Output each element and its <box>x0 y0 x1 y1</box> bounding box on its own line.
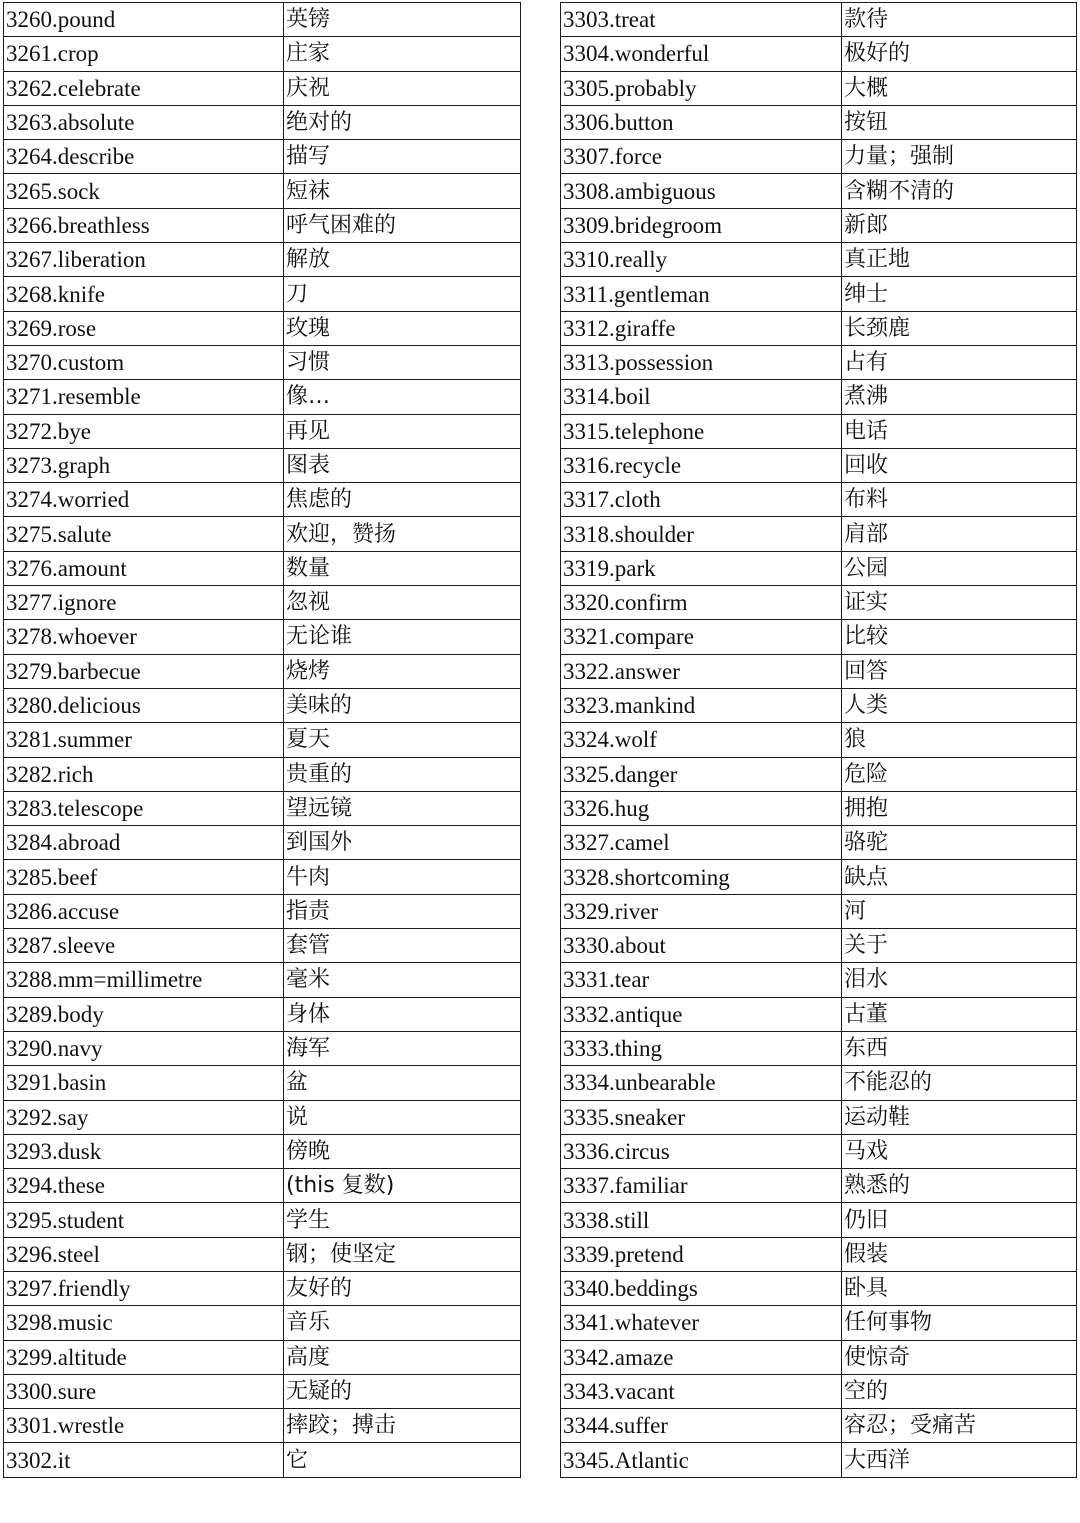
vocab-meaning: 电话 <box>842 414 1077 448</box>
vocab-word: 3266.breathless <box>4 208 284 242</box>
vocab-word: 3320.confirm <box>561 586 842 620</box>
vocab-row <box>4 929 521 963</box>
vocab-word: 3304.wonderful <box>561 37 842 71</box>
vocab-row <box>4 654 521 688</box>
vocab-word: 3260.pound <box>4 3 284 37</box>
vocab-row <box>561 71 1077 105</box>
vocab-word: 3298.music <box>4 1306 284 1340</box>
vocab-row <box>561 860 1077 894</box>
vocab-word: 3275.salute <box>4 517 284 551</box>
vocab-word: 3338.still <box>561 1203 842 1237</box>
vocab-word: 3264.describe <box>4 140 284 174</box>
vocab-word: 3287.sleeve <box>4 929 284 963</box>
vocab-meaning: 新郎 <box>842 208 1077 242</box>
vocab-row <box>561 414 1077 448</box>
vocab-meaning: 无论谁 <box>284 620 521 654</box>
vocab-meaning: 任何事物 <box>842 1306 1077 1340</box>
vocab-word: 3265.sock <box>4 174 284 208</box>
vocab-row <box>561 1374 1077 1408</box>
vocab-meaning: 它 <box>284 1443 521 1477</box>
vocab-row <box>4 1443 521 1477</box>
vocab-meaning: 烧烤 <box>284 654 521 688</box>
vocab-word: 3345.Atlantic <box>561 1443 842 1477</box>
vocab-row <box>4 860 521 894</box>
vocab-meaning: 大西洋 <box>842 1443 1077 1477</box>
vocab-meaning: 熟悉的 <box>842 1169 1077 1203</box>
vocab-row <box>4 1271 521 1305</box>
vocab-row <box>561 620 1077 654</box>
vocab-row <box>561 517 1077 551</box>
vocab-word: 3283.telescope <box>4 791 284 825</box>
vocab-row <box>561 1306 1077 1340</box>
vocab-meaning: 长颈鹿 <box>842 311 1077 345</box>
vocab-row <box>561 1271 1077 1305</box>
vocab-meaning: 美味的 <box>284 688 521 722</box>
vocab-row <box>561 1443 1077 1477</box>
vocab-word: 3291.basin <box>4 1066 284 1100</box>
vocab-meaning: 毫米 <box>284 963 521 997</box>
vocab-word: 3315.telephone <box>561 414 842 448</box>
vocab-word: 3274.worried <box>4 483 284 517</box>
vocab-meaning: 解放 <box>284 243 521 277</box>
vocab-meaning: 说 <box>284 1100 521 1134</box>
vocab-row <box>4 517 521 551</box>
vocab-row <box>4 1374 521 1408</box>
vocab-row <box>4 1340 521 1374</box>
vocab-row <box>4 1306 521 1340</box>
vocab-row <box>561 1203 1077 1237</box>
vocab-word: 3333.thing <box>561 1031 842 1065</box>
vocab-word: 3284.abroad <box>4 826 284 860</box>
vocab-word: 3308.ambiguous <box>561 174 842 208</box>
vocab-word: 3278.whoever <box>4 620 284 654</box>
vocab-row <box>561 1134 1077 1168</box>
vocab-meaning: 习惯 <box>284 345 521 379</box>
vocab-meaning: 含糊不清的 <box>842 174 1077 208</box>
vocab-meaning: 回答 <box>842 654 1077 688</box>
vocab-word: 3272.bye <box>4 414 284 448</box>
vocab-word: 3334.unbearable <box>561 1066 842 1100</box>
vocab-word: 3279.barbecue <box>4 654 284 688</box>
vocab-row <box>4 894 521 928</box>
vocab-row <box>4 3 521 37</box>
vocab-row <box>561 1340 1077 1374</box>
vocab-row <box>4 208 521 242</box>
vocab-row <box>561 551 1077 585</box>
vocab-row <box>4 448 521 482</box>
vocab-word: 3271.resemble <box>4 380 284 414</box>
vocab-row <box>561 208 1077 242</box>
vocab-word: 3344.suffer <box>561 1409 842 1443</box>
vocab-word: 3290.navy <box>4 1031 284 1065</box>
vocab-meaning: 忽视 <box>284 586 521 620</box>
vocab-word: 3269.rose <box>4 311 284 345</box>
vocab-row <box>4 723 521 757</box>
vocab-row <box>561 997 1077 1031</box>
vocab-meaning: 玫瑰 <box>284 311 521 345</box>
vocab-row <box>4 1169 521 1203</box>
vocab-meaning: 布料 <box>842 483 1077 517</box>
vocab-row <box>561 586 1077 620</box>
vocab-meaning: 大概 <box>842 71 1077 105</box>
vocab-row <box>561 791 1077 825</box>
vocab-row <box>4 791 521 825</box>
vocab-row <box>4 1100 521 1134</box>
vocab-row <box>4 826 521 860</box>
vocab-meaning: 贵重的 <box>284 757 521 791</box>
vocab-word: 3318.shoulder <box>561 517 842 551</box>
vocab-row <box>561 688 1077 722</box>
vocab-word: 3337.familiar <box>561 1169 842 1203</box>
vocab-meaning: 再见 <box>284 414 521 448</box>
vocab-word: 3311.gentleman <box>561 277 842 311</box>
vocab-row <box>561 723 1077 757</box>
vocab-word: 3296.steel <box>4 1237 284 1271</box>
vocab-word: 3323.mankind <box>561 688 842 722</box>
vocab-meaning: 高度 <box>284 1340 521 1374</box>
vocab-row <box>561 380 1077 414</box>
vocab-word: 3263.absolute <box>4 105 284 139</box>
vocab-word: 3307.force <box>561 140 842 174</box>
vocab-meaning: 牛肉 <box>284 860 521 894</box>
vocab-word: 3276.amount <box>4 551 284 585</box>
vocab-word: 3327.camel <box>561 826 842 860</box>
vocab-meaning: 回收 <box>842 448 1077 482</box>
vocab-word: 3310.really <box>561 243 842 277</box>
vocab-meaning: (this 复数) <box>284 1169 521 1203</box>
vocab-row <box>561 894 1077 928</box>
vocab-meaning: 庄家 <box>284 37 521 71</box>
vocab-word: 3314.boil <box>561 380 842 414</box>
vocab-meaning: 望远镜 <box>284 791 521 825</box>
vocab-meaning: 呼气困难的 <box>284 208 521 242</box>
vocab-word: 3288.mm=millimetre <box>4 963 284 997</box>
vocab-word: 3336.circus <box>561 1134 842 1168</box>
vocab-meaning: 真正地 <box>842 243 1077 277</box>
vocab-row <box>4 311 521 345</box>
vocab-word: 3295.student <box>4 1203 284 1237</box>
vocab-word: 3335.sneaker <box>561 1100 842 1134</box>
vocab-word: 3317.cloth <box>561 483 842 517</box>
vocab-word: 3280.delicious <box>4 688 284 722</box>
vocab-word: 3343.vacant <box>561 1374 842 1408</box>
vocab-meaning: 款待 <box>842 3 1077 37</box>
vocab-word: 3292.say <box>4 1100 284 1134</box>
vocab-meaning: 指责 <box>284 894 521 928</box>
vocab-row <box>561 174 1077 208</box>
vocab-word: 3322.answer <box>561 654 842 688</box>
vocab-meaning: 焦虑的 <box>284 483 521 517</box>
vocab-meaning: 音乐 <box>284 1306 521 1340</box>
vocab-row <box>561 311 1077 345</box>
vocab-meaning: 无疑的 <box>284 1374 521 1408</box>
vocab-word: 3270.custom <box>4 345 284 379</box>
vocab-word: 3332.antique <box>561 997 842 1031</box>
vocab-word: 3328.shortcoming <box>561 860 842 894</box>
vocab-meaning: 河 <box>842 894 1077 928</box>
vocab-meaning: 比较 <box>842 620 1077 654</box>
vocab-word: 3341.whatever <box>561 1306 842 1340</box>
vocab-meaning: 身体 <box>284 997 521 1031</box>
vocab-word: 3306.button <box>561 105 842 139</box>
vocab-row <box>561 1031 1077 1065</box>
vocab-word: 3277.ignore <box>4 586 284 620</box>
vocab-meaning: 庆祝 <box>284 71 521 105</box>
vocab-meaning: 关于 <box>842 929 1077 963</box>
vocab-word: 3331.tear <box>561 963 842 997</box>
vocab-word: 3302.it <box>4 1443 284 1477</box>
vocab-meaning: 危险 <box>842 757 1077 791</box>
vocab-meaning: 骆驼 <box>842 826 1077 860</box>
vocab-row <box>4 997 521 1031</box>
vocab-word: 3305.probably <box>561 71 842 105</box>
vocab-meaning: 空的 <box>842 1374 1077 1408</box>
vocab-word: 3273.graph <box>4 448 284 482</box>
vocab-meaning: 傍晚 <box>284 1134 521 1168</box>
vocab-meaning: 到国外 <box>284 826 521 860</box>
vocab-table-right <box>560 2 1077 1478</box>
vocab-row <box>561 1169 1077 1203</box>
vocab-row <box>561 483 1077 517</box>
vocab-meaning: 缺点 <box>842 860 1077 894</box>
vocab-meaning: 公园 <box>842 551 1077 585</box>
vocab-row <box>4 1237 521 1271</box>
vocab-word: 3300.sure <box>4 1374 284 1408</box>
vocab-meaning: 煮沸 <box>842 380 1077 414</box>
vocab-meaning: 像… <box>284 380 521 414</box>
vocab-meaning: 东西 <box>842 1031 1077 1065</box>
vocab-word: 3330.about <box>561 929 842 963</box>
vocab-meaning: 钢；使坚定 <box>284 1237 521 1271</box>
vocab-meaning: 马戏 <box>842 1134 1077 1168</box>
vocab-meaning: 欢迎，赞扬 <box>284 517 521 551</box>
vocab-row <box>561 1409 1077 1443</box>
vocab-row <box>561 1100 1077 1134</box>
vocab-word: 3282.rich <box>4 757 284 791</box>
vocab-word: 3289.body <box>4 997 284 1031</box>
vocab-meaning: 假装 <box>842 1237 1077 1271</box>
vocab-meaning: 友好的 <box>284 1271 521 1305</box>
vocab-row <box>4 37 521 71</box>
vocab-row <box>561 929 1077 963</box>
vocab-row <box>4 1203 521 1237</box>
vocab-meaning: 学生 <box>284 1203 521 1237</box>
vocab-meaning: 肩部 <box>842 517 1077 551</box>
vocab-meaning: 绅士 <box>842 277 1077 311</box>
vocab-row <box>561 3 1077 37</box>
vocab-meaning: 占有 <box>842 345 1077 379</box>
vocab-word: 3326.hug <box>561 791 842 825</box>
vocab-word: 3286.accuse <box>4 894 284 928</box>
vocab-row <box>561 963 1077 997</box>
vocab-meaning: 仍旧 <box>842 1203 1077 1237</box>
vocab-meaning: 泪水 <box>842 963 1077 997</box>
vocab-meaning: 使惊奇 <box>842 1340 1077 1374</box>
vocab-meaning: 摔跤；搏击 <box>284 1409 521 1443</box>
vocab-word: 3325.danger <box>561 757 842 791</box>
vocab-meaning: 证实 <box>842 586 1077 620</box>
vocab-row <box>4 1066 521 1100</box>
vocab-row <box>561 37 1077 71</box>
vocab-row <box>4 140 521 174</box>
vocab-word: 3293.dusk <box>4 1134 284 1168</box>
vocab-word: 3285.beef <box>4 860 284 894</box>
vocab-row <box>4 1134 521 1168</box>
vocab-row <box>4 688 521 722</box>
vocab-row <box>4 380 521 414</box>
vocab-meaning: 绝对的 <box>284 105 521 139</box>
vocab-meaning: 短袜 <box>284 174 521 208</box>
vocab-meaning: 力量；强制 <box>842 140 1077 174</box>
vocab-meaning: 英镑 <box>284 3 521 37</box>
vocab-row <box>561 757 1077 791</box>
vocab-row <box>4 1409 521 1443</box>
vocab-row <box>4 483 521 517</box>
vocab-meaning: 刀 <box>284 277 521 311</box>
vocab-meaning: 古董 <box>842 997 1077 1031</box>
vocab-row <box>561 654 1077 688</box>
vocab-row <box>4 1031 521 1065</box>
vocab-row <box>561 345 1077 379</box>
vocab-row <box>4 551 521 585</box>
vocab-row <box>561 243 1077 277</box>
vocab-row <box>561 826 1077 860</box>
vocab-row <box>561 105 1077 139</box>
vocab-row <box>4 345 521 379</box>
vocab-row <box>561 277 1077 311</box>
vocab-meaning: 运动鞋 <box>842 1100 1077 1134</box>
vocab-row <box>561 448 1077 482</box>
vocab-meaning: 海军 <box>284 1031 521 1065</box>
vocab-row <box>4 71 521 105</box>
vocab-row <box>561 1066 1077 1100</box>
vocab-word: 3299.altitude <box>4 1340 284 1374</box>
vocab-word: 3294.these <box>4 1169 284 1203</box>
vocab-word: 3303.treat <box>561 3 842 37</box>
vocab-word: 3324.wolf <box>561 723 842 757</box>
vocab-word: 3309.bridegroom <box>561 208 842 242</box>
vocab-row <box>561 1237 1077 1271</box>
vocab-word: 3281.summer <box>4 723 284 757</box>
vocab-word: 3312.giraffe <box>561 311 842 345</box>
vocab-word: 3261.crop <box>4 37 284 71</box>
vocab-meaning: 按钮 <box>842 105 1077 139</box>
vocab-meaning: 夏天 <box>284 723 521 757</box>
vocab-word: 3340.beddings <box>561 1271 842 1305</box>
vocab-meaning: 描写 <box>284 140 521 174</box>
vocab-table-left <box>3 2 521 1478</box>
vocab-meaning: 人类 <box>842 688 1077 722</box>
vocab-word: 3321.compare <box>561 620 842 654</box>
vocab-meaning: 盆 <box>284 1066 521 1100</box>
vocab-row <box>4 277 521 311</box>
vocab-meaning: 狼 <box>842 723 1077 757</box>
vocab-word: 3297.friendly <box>4 1271 284 1305</box>
vocab-row <box>4 105 521 139</box>
vocab-word: 3319.park <box>561 551 842 585</box>
vocab-meaning: 图表 <box>284 448 521 482</box>
vocab-word: 3313.possession <box>561 345 842 379</box>
vocab-word: 3339.pretend <box>561 1237 842 1271</box>
vocab-row <box>4 620 521 654</box>
vocab-meaning: 极好的 <box>842 37 1077 71</box>
vocab-meaning: 不能忍的 <box>842 1066 1077 1100</box>
vocab-meaning: 套管 <box>284 929 521 963</box>
vocab-word: 3262.celebrate <box>4 71 284 105</box>
vocab-meaning: 容忍；受痛苦 <box>842 1409 1077 1443</box>
vocab-row <box>561 140 1077 174</box>
vocab-row <box>4 586 521 620</box>
vocab-word: 3268.knife <box>4 277 284 311</box>
vocab-row <box>4 243 521 277</box>
vocab-row <box>4 414 521 448</box>
vocab-meaning: 数量 <box>284 551 521 585</box>
vocab-meaning: 拥抱 <box>842 791 1077 825</box>
vocab-meaning: 卧具 <box>842 1271 1077 1305</box>
vocab-word: 3301.wrestle <box>4 1409 284 1443</box>
vocab-row <box>4 963 521 997</box>
vocab-word: 3342.amaze <box>561 1340 842 1374</box>
vocab-row <box>4 174 521 208</box>
vocab-row <box>4 757 521 791</box>
vocab-word: 3267.liberation <box>4 243 284 277</box>
vocab-word: 3316.recycle <box>561 448 842 482</box>
vocab-word: 3329.river <box>561 894 842 928</box>
